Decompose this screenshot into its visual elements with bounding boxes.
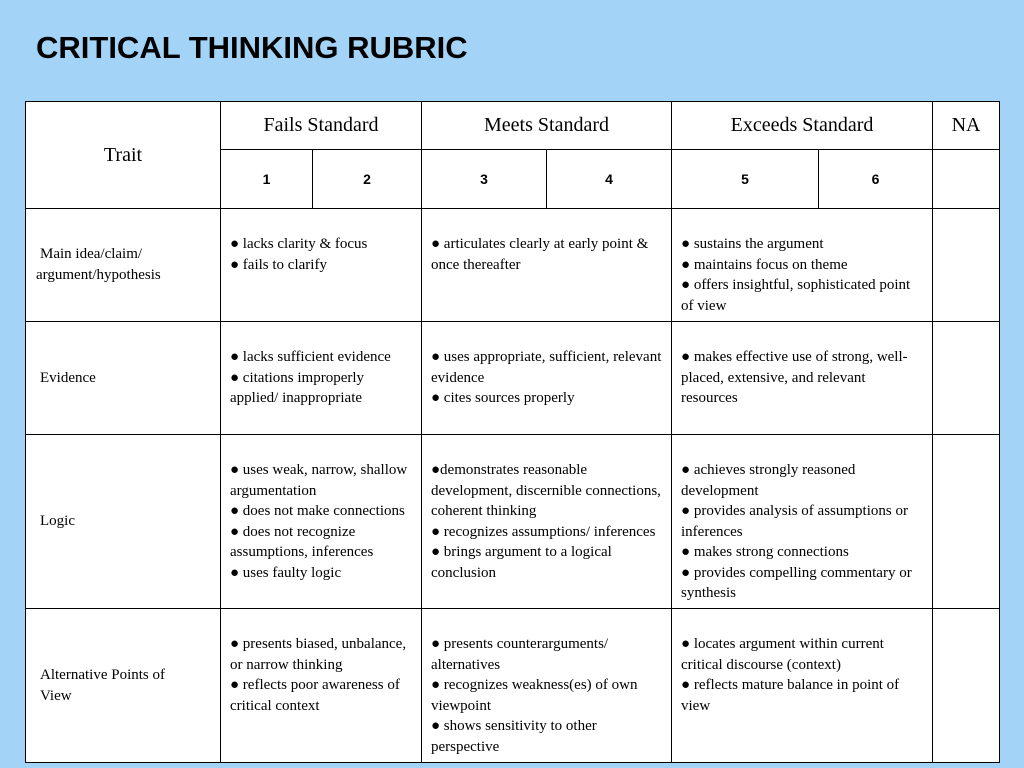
bullet-item: ● does not recognize assumptions, inferences [230, 523, 374, 560]
trait-evidence [26, 322, 221, 435]
trait-alternative-points-of-view [26, 609, 221, 763]
bullet-item: ● sustains the argument [681, 236, 824, 252]
bullet-item: ● reflects poor awareness of critical context [230, 677, 400, 714]
cell-meets [422, 322, 672, 435]
cell-exceeds [672, 435, 933, 609]
bullet-item: ● lacks clarity & focus [230, 236, 368, 252]
bullet-item: ● makes strong connections [681, 544, 849, 560]
bullet-item: ● provides compelling commentary or synthesis [681, 564, 912, 601]
cell-meets [422, 435, 672, 609]
bullet-item: ● presents biased, unbalance, or narrow thinking [230, 636, 407, 673]
cell-meets [422, 209, 672, 322]
score-6: 6 [819, 150, 933, 209]
trait-main-idea [26, 209, 221, 322]
trait-line: Evidence [40, 369, 96, 386]
cell-fails [221, 609, 422, 763]
bullet-item: ● lacks sufficient evidence [230, 349, 391, 365]
trait-line: View [40, 687, 72, 704]
cell-exceeds [672, 322, 933, 435]
bullet-item: ● makes effective use of strong, well-placed, extensive, and relevant resources [681, 349, 908, 406]
trait-line: Main idea/claim/ [40, 246, 143, 262]
trait-line: Logic [40, 513, 75, 529]
cell-na [933, 322, 1000, 435]
header-exceeds-standard: Exceeds Standard [672, 102, 933, 150]
bullet-item: ● shows sensitivity to other perspective [431, 718, 597, 755]
score-na-empty [933, 150, 1000, 209]
header-na: NA [933, 102, 1000, 150]
page-title: CRITICAL THINKING RUBRIC [36, 30, 468, 65]
table-row [26, 209, 1000, 322]
score-5: 5 [672, 150, 819, 209]
bullet-item: ● articulates clearly at early point & once thereafter [431, 236, 649, 273]
bullet-item: ● reflects mature balance in point of view [681, 677, 900, 714]
trait-line: Alternative Points of [40, 666, 165, 683]
cell-fails [221, 322, 422, 435]
bullet-item: ● does not make connections [230, 503, 405, 519]
cell-exceeds [672, 209, 933, 322]
header-meets-standard: Meets Standard [422, 102, 672, 150]
score-2: 2 [313, 150, 422, 209]
bullet-item: ● maintains focus on theme [681, 256, 848, 273]
score-4: 4 [547, 150, 672, 209]
bullet-item: ● locates argument within current critical discourse (context) [681, 636, 884, 673]
header-fails-standard: Fails Standard [221, 102, 422, 150]
rubric-table [25, 101, 1000, 763]
bullet-item: ● offers insightful, sophisticated point of view [681, 277, 911, 314]
cell-fails [221, 435, 422, 609]
bullet-item: ● uses weak, narrow, shallow argumentation [230, 462, 408, 499]
table-row [26, 609, 1000, 763]
cell-exceeds [672, 609, 933, 763]
bullet-item: ● recognizes assumptions/ inferences [431, 523, 656, 540]
bullet-item: ● achieves strongly reasoned development [681, 462, 856, 499]
trait-line: argument/hypothesis [36, 267, 161, 283]
header-row-groups [26, 102, 1000, 150]
trait-logic [26, 435, 221, 609]
bullet-item: ● fails to clarify [230, 256, 327, 273]
bullet-item: ● recognizes weakness(es) of own viewpoint [431, 677, 638, 714]
table-row [26, 322, 1000, 435]
bullet-item: ● uses appropriate, sufficient, relevant evidence [431, 349, 662, 386]
cell-fails [221, 209, 422, 322]
score-3: 3 [422, 150, 547, 209]
score-1: 1 [221, 150, 313, 209]
cell-na [933, 209, 1000, 322]
cell-na [933, 435, 1000, 609]
bullet-item: ● cites sources properly [431, 390, 575, 406]
bullet-item: ● uses faulty logic [230, 564, 342, 581]
bullet-item: ●demonstrates reasonable development, discernible connections, coherent thinking [431, 462, 661, 519]
header-trait: Trait [26, 102, 221, 209]
cell-na [933, 609, 1000, 763]
cell-meets [422, 609, 672, 763]
bullet-item: ● brings argument to a logical conclusion [431, 544, 612, 581]
table-row [26, 435, 1000, 609]
bullet-item: ● provides analysis of assumptions or inferences [681, 503, 908, 540]
bullet-item: ● presents counterarguments/ alternatives [431, 636, 609, 673]
bullet-item: ● citations improperly applied/ inappropriate [230, 369, 365, 406]
